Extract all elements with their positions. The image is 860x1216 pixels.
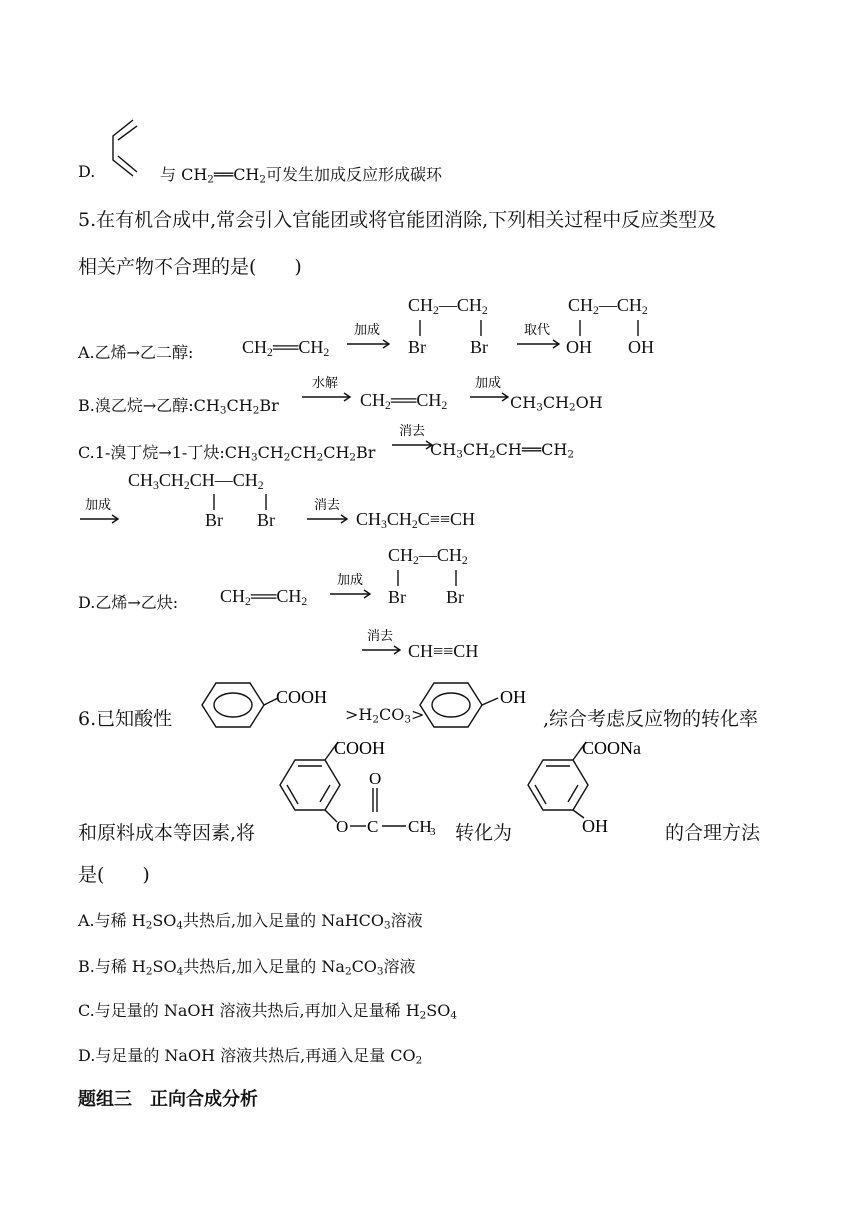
- q5-a-oh1: OH: [566, 337, 592, 357]
- q5-d-arrow1: [328, 572, 376, 602]
- q5-a-glycol-bonds: [568, 318, 668, 338]
- q5-a-dibromo-bonds: [408, 318, 508, 338]
- aspirin-structure: [270, 740, 450, 840]
- q6-stem-f: 是( ): [78, 864, 150, 886]
- q5-a-arrow1: [345, 322, 395, 352]
- q5-d-dibromo: $CH_2—CH_2$: [388, 545, 468, 567]
- svg-text:OH: OH: [582, 816, 608, 836]
- q5-b-ethylene: $CH_2══CH_2$: [360, 390, 448, 412]
- q5-b-arrow2: [468, 375, 513, 405]
- q5-option-d-label: D.乙烯→乙炔:: [78, 593, 179, 612]
- q5-c-butyne: $CH_3CH_2C\equiv\equiv CH$: [356, 509, 476, 531]
- q5-c-br2: Br: [257, 510, 275, 530]
- phenol-structure: [414, 680, 544, 730]
- svg-text:取代: 取代: [523, 323, 551, 338]
- q5-a-glycol: $CH_2—CH_2$: [568, 295, 648, 317]
- q5-c-butene: $CH_3CH_2CH══CH_2$: [430, 440, 574, 461]
- svg-text:O: O: [336, 817, 349, 836]
- q5-option-b-label: B.溴乙烷→乙醇$:CH_3CH_2Br$: [78, 396, 279, 417]
- svg-text:水解: 水解: [311, 376, 339, 391]
- svg-text:C: C: [367, 817, 379, 836]
- q6-option-b: B.与稀 $H_2SO_4$共热后,加入足量的 $Na_2CO_3$溶液: [78, 957, 416, 978]
- q6-stem-a: 6.已知酸性: [78, 708, 173, 730]
- q5-option-a-label: A.乙烯→乙二醇:: [78, 343, 194, 362]
- q5-c-bonds: [128, 492, 298, 512]
- svg-text:COOH: COOH: [334, 738, 386, 758]
- q5-b-product: $CH_3CH_2OH$: [510, 393, 603, 414]
- q5-d-dibromo-bonds: [388, 568, 488, 588]
- q5-stem-line2: 相关产物不合理的是( ): [78, 256, 302, 278]
- q6-option-d: D.与足量的 NaOH 溶液共热后,再通入足量 $CO_2$: [78, 1046, 423, 1067]
- q5-a-oh2: OH: [628, 337, 654, 357]
- q5-c-arrow3: [305, 497, 353, 527]
- q5-stem-line1: 5.在有机合成中,常会引入官能团或将官能团消除,下列相关过程中反应类型及: [78, 209, 717, 231]
- q5-d-acetylene: CH≡≡CH: [408, 641, 479, 661]
- q5-d-br2: Br: [446, 587, 464, 607]
- svg-text:3: 3: [430, 826, 436, 838]
- q6-stem-c: 和原料成本等因素,将: [78, 822, 256, 844]
- svg-text:消去: 消去: [398, 424, 426, 439]
- q5-a-br1: Br: [408, 337, 426, 357]
- sodium-salicylate-structure: [520, 740, 670, 840]
- q5-d-br1: Br: [388, 587, 406, 607]
- q6-gt-h2co3: $>H_2CO_3>$: [345, 705, 425, 726]
- svg-text:加成: 加成: [336, 573, 364, 588]
- q4-option-d-text: 与 $CH_2══CH_2$可发生加成反应形成碳环: [160, 165, 443, 186]
- q5-c-dibromobutane: $CH_3CH_2CH—CH_2$: [128, 470, 264, 492]
- butadiene-structure: [105, 118, 145, 180]
- svg-text:加成: 加成: [474, 376, 502, 391]
- q5-option-c-label: C.1-溴丁烷→1-丁炔$:CH_3CH_2CH_2CH_2Br$: [78, 443, 376, 464]
- benzoic-acid-structure: [188, 680, 338, 730]
- q6-stem-d: 转化为: [455, 822, 513, 844]
- q5-a-br2: Br: [470, 337, 488, 357]
- svg-text:COOH: COOH: [276, 687, 328, 707]
- q5-a-ethylene: $CH_2══CH_2$: [242, 337, 330, 359]
- section-heading: 题组三 正向合成分析: [78, 1089, 258, 1110]
- svg-text:OH: OH: [500, 687, 526, 707]
- q5-d-ethylene: $CH_2══CH_2$: [220, 586, 308, 608]
- svg-text:加成: 加成: [353, 323, 381, 338]
- q5-c-br1: Br: [205, 510, 223, 530]
- q5-d-arrow2: [360, 628, 405, 658]
- svg-text:COONa: COONa: [582, 738, 641, 758]
- svg-text:消去: 消去: [366, 629, 394, 644]
- q5-b-arrow1: [300, 375, 355, 405]
- svg-text:CH: CH: [408, 817, 432, 836]
- svg-text:O: O: [369, 769, 382, 788]
- q5-a-dibromo: $CH_2—CH_2$: [408, 295, 488, 317]
- q6-option-a: A.与稀 $H_2SO_4$共热后,加入足量的 NaHCO$_3$溶液: [78, 911, 423, 932]
- q5-c-arrow2: [78, 497, 123, 527]
- q6-option-c: C.与足量的 NaOH 溶液共热后,再加入足量稀 $H_2SO_4$: [78, 1001, 457, 1022]
- svg-text:加成: 加成: [84, 498, 112, 513]
- q6-stem-b: ,综合考虑反应物的转化率: [543, 708, 759, 730]
- q4-option-d-label: D.: [78, 162, 96, 181]
- q5-a-arrow2: [515, 322, 565, 352]
- svg-text:消去: 消去: [313, 498, 341, 513]
- q6-stem-e: 的合理方法: [665, 822, 761, 844]
